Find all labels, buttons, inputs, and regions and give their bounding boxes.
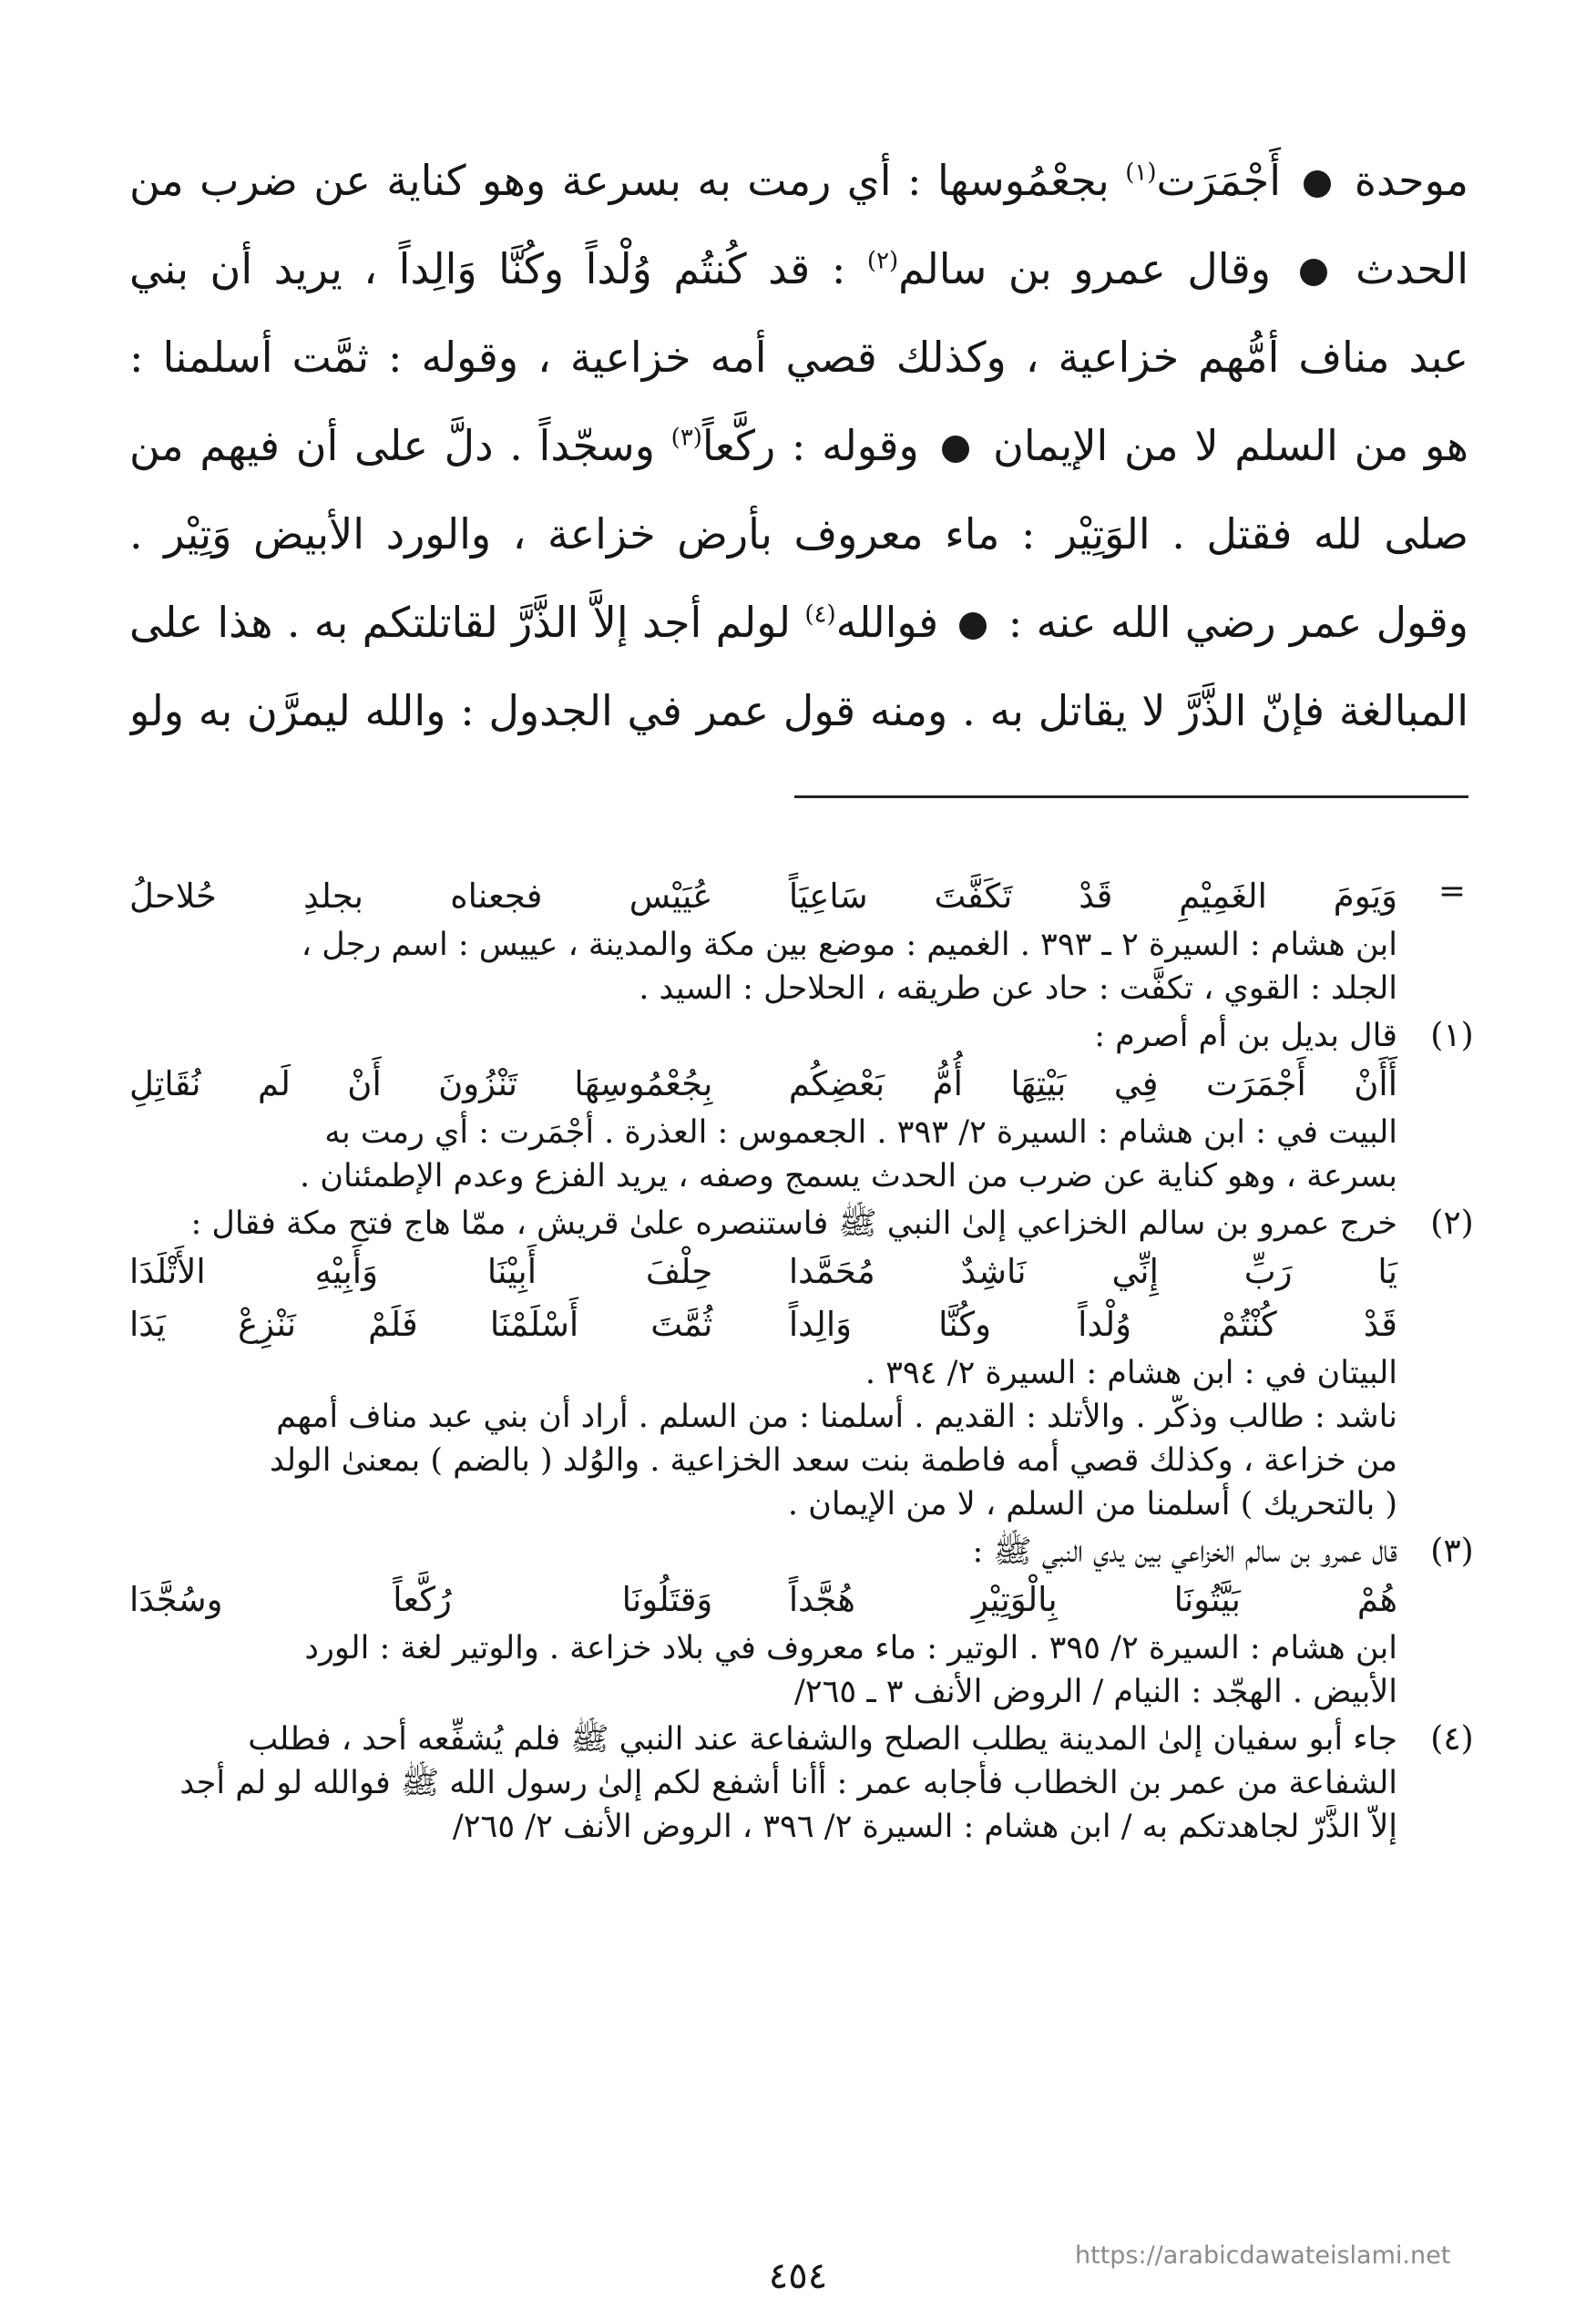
main-text-segment: : قد كُنتُم وُلْداً وكُنَّا وَالِداً ، يريد أن بني <box>129 244 867 293</box>
poetry-verse <box>120 1298 1397 1351</box>
footnote-number: (١) <box>1430 1017 1474 1054</box>
footnote-line: الجلد : القوي ، تكفَّت : حاد عن طريقه ، الحلاحل : السيد . <box>639 970 1397 1007</box>
main-text-segment: وقال عمرو بن سالم <box>898 244 1293 293</box>
main-text-segment: هو من السلم لا من الإيمان <box>977 421 1468 470</box>
main-text-line <box>129 225 1468 313</box>
footnote <box>120 1202 1496 1526</box>
footnote-line: ابن هشام : السيرة ٢ ـ ٣٩٣ . الغميم : موضع بين مكة والمدينة ، عييس : اسم رجل ، <box>301 927 1397 963</box>
footnote-ref[interactable]: (٣) <box>670 424 702 452</box>
footnote-line: إلاّ الذَّرّ لجاهدتكم به / ابن هشام : السيرة ٢/ ٣٩٦ ، الروض الأنف ٢/ ٢٦٥/ <box>452 1809 1397 1845</box>
main-text-segment: الحدث <box>1334 244 1468 293</box>
footnotes-section <box>120 870 1496 1852</box>
footnote-number: = <box>1437 873 1467 910</box>
main-text-segment: عبد مناف أمُّهم خزاعية ، وكذلك قصي أمه خزاعية ، وقوله : ثمَّت أسلمنا : <box>129 333 1468 382</box>
footnote <box>120 1530 1496 1714</box>
footnote-intro: قال بديل بن أم أصرم : <box>1094 1018 1397 1054</box>
footnote-ref[interactable]: (٤) <box>804 600 836 629</box>
footnote-line: بسرعة ، وهو كناية عن ضرب من الحدث يسمج وصفه ، يريد الفزع وعدم الإطمئنان . <box>300 1158 1397 1195</box>
footnote-line: الشفاعة من عمر بن الخطاب فأجابه عمر : أأنا أشفع لكم إلىٰ رسول الله ﷺ فوالله لو لم أجد <box>179 1765 1397 1801</box>
footnote-line: ابن هشام : السيرة ٢/ ٣٩٥ . الوتير : ماء معروف في بلاد خزاعة . والوتير لغة : الورد <box>304 1630 1397 1666</box>
main-text-segment: أَجْمَرَت <box>1156 156 1297 205</box>
footnote-line: ( بالتحريك ) أسلمنا من السلم ، لا من الإيمان . <box>787 1486 1397 1523</box>
footnote-ref[interactable]: (٢) <box>866 247 899 275</box>
footnote-line: البيت في : ابن هشام : السيرة ٢/ ٣٩٣ . الجعموس : العذرة . أَجْمَرت : أي رمت به <box>324 1114 1397 1151</box>
poetry-verse <box>120 1574 1397 1626</box>
footnote-line: جاء أبو سفيان إلىٰ المدينة يطلب الصلح والشفاعة عند النبي ﷺ فلم يُشفِّعه أحد ، فطلب <box>248 1721 1397 1758</box>
footnote-line: ناشد : طالب وذكّر . والأتلد : القديم . أسلمنا : من السلم . أراد أن بني عبد مناف أمهم <box>276 1399 1397 1435</box>
main-text-body <box>129 137 1468 755</box>
footnote-separator <box>794 795 1468 798</box>
footnote-intro: خرج عمرو بن سالم الخزاعي إلىٰ النبي ﷺ فاستنصره علىٰ قريش ، ممّا هاج فتح مكة فقال : <box>190 1205 1397 1242</box>
watermark-url[interactable]: https://arabicdawateislami.net <box>1075 2241 1451 2270</box>
verse-second-hemistich: عُيَيْس فجعناه بجلدِ حُلاحلُ <box>129 877 713 916</box>
footnote-number: (٢) <box>1430 1205 1474 1242</box>
main-text-segment: وقوله : ركَّعاً <box>701 421 936 470</box>
main-text-segment: فوالله <box>835 598 953 647</box>
footnote-line: البيتان في : ابن هشام : السيرة ٢/ ٣٩٤ . <box>864 1355 1397 1391</box>
footnote-number: (٤) <box>1430 1720 1474 1758</box>
main-text-line <box>129 579 1468 667</box>
verse-second-hemistich: ثُمَّتَ أَسْلَمْنَا فَلَمْ نَنْزِعْ يَدَا <box>129 1305 713 1344</box>
bullet-icon <box>942 436 969 463</box>
poetry-verse <box>120 1246 1397 1298</box>
footnote <box>120 1014 1496 1198</box>
poetry-verse <box>120 870 1397 923</box>
main-text-line <box>129 137 1468 225</box>
footnote-line: الأبيض . الهجّد : النيام / الروض الأنف ٣ ـ ٢٦٥/ <box>793 1674 1397 1710</box>
main-text-segment: وقول عمر رضي الله عنه : <box>994 598 1468 647</box>
verse-second-hemistich: حِلْفَ أَبِيْنَا وَأَبِيْهِ الأَتْلَدَا <box>129 1252 713 1291</box>
page-number: ٤٥٤ <box>768 2255 828 2297</box>
bullet-icon <box>1300 259 1327 286</box>
main-text-segment: بجعْمُوسها : أي رمت به بسرعة وهو كناية عن ضرب من <box>129 156 1126 205</box>
verse-second-hemistich: وَقتَلُونَا رُكَّعاً وسُجَّدَا <box>129 1580 713 1619</box>
main-text-segment: وسجّداً . دلَّ على أن فيهم من <box>129 421 671 470</box>
main-text-line <box>129 402 1468 490</box>
verse-first-hemistich: وَيَومَ الغَمِيْمِ قَدْ تَكَفَّتَ سَاعِيَاً <box>788 877 1397 916</box>
main-text-segment: لولم أجد إلاَّ الذَّرَّ لقاتلتكم به . هذا على <box>129 598 805 647</box>
verse-first-hemistich: أَأَنْ أَجْمَرَت فِي بَيْتِهَا أُمُّ بَعْضِكُم <box>788 1064 1397 1103</box>
verse-first-hemistich: هُمْ بَيَّتُونَا بِالْوَتِيْرِ هُجَّداً <box>788 1580 1397 1619</box>
main-text-segment: موحدة <box>1338 156 1468 205</box>
main-text-line <box>129 313 1468 402</box>
footnote-number: (٣) <box>1430 1533 1474 1570</box>
bullet-icon <box>959 612 987 640</box>
verse-second-hemistich: بِجُعْمُوسِهَا تَنْزُونَ أَنْ لَم نُقَاتِلِ <box>129 1064 713 1103</box>
footnote-ref[interactable]: (١) <box>1125 159 1157 187</box>
main-text-line <box>129 667 1468 755</box>
main-text-segment: المبالغة فإنّ الذَّرَّ لا يقاتل به . ومنه قول عمر في الجدول : والله ليمرَّن به ولو <box>129 686 1468 735</box>
footnote <box>120 1718 1496 1849</box>
bullet-icon <box>1304 170 1331 198</box>
footnote <box>120 870 1496 1010</box>
verse-first-hemistich: يَا رَبِّ إِنِّي نَاشِدٌ مُحَمَّدا <box>788 1252 1397 1291</box>
poetry-verse <box>120 1058 1397 1111</box>
main-text-line <box>129 490 1468 579</box>
footnote-intro: قال عمرو بن سالم الخزاعي بين يدي النبي ﷺ : <box>972 1533 1397 1570</box>
verse-first-hemistich: قَدْ كُنْتُمْ وُلْداً وكُنَّا وَالِداً <box>788 1305 1397 1344</box>
main-text-segment: صلى لله فقتل . الوَتِيْر : ماء معروف بأرض خزاعة ، والورد الأبيض وَتِيْر . <box>129 509 1468 559</box>
footnote-line: من خزاعة ، وكذلك قصي أمه فاطمة بنت سعد الخزاعية . والوُلد ( بالضم ) بمعنىٰ الولد <box>270 1442 1397 1479</box>
